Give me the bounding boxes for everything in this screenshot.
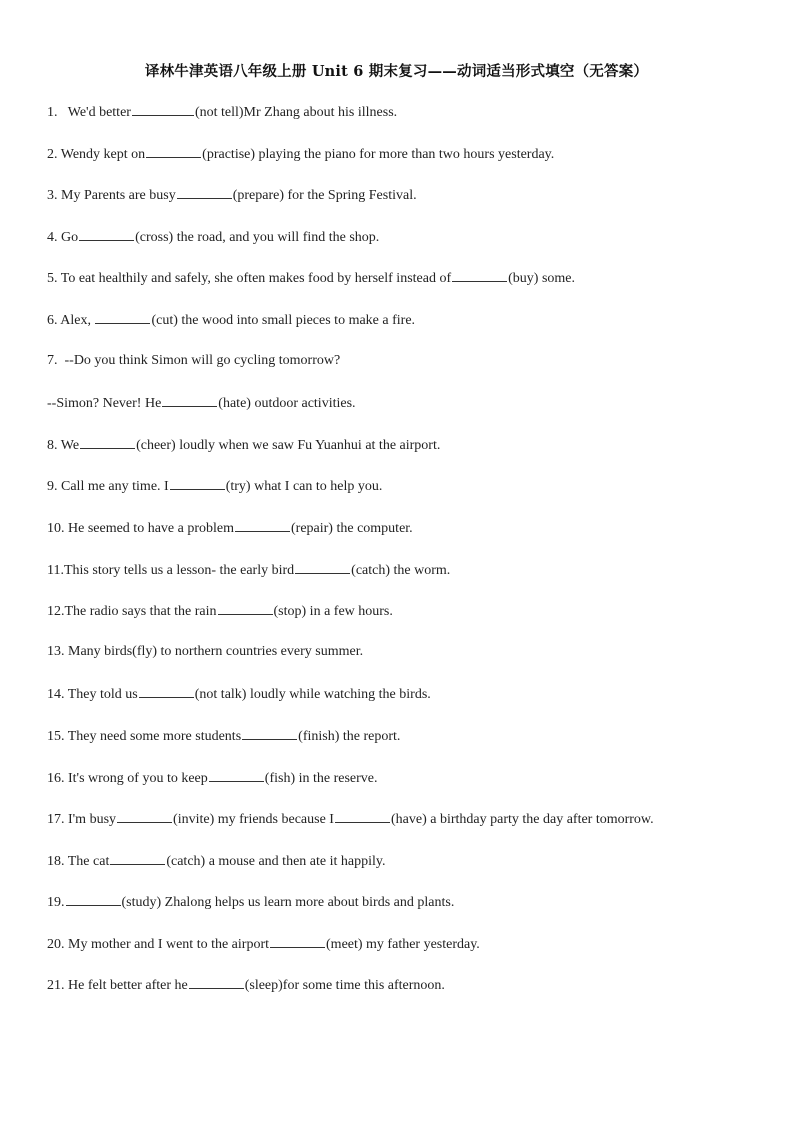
answer-blank[interactable] bbox=[95, 309, 150, 324]
question-line bbox=[47, 267, 777, 309]
question-text: (cut) the wood into small pieces to make a fire. bbox=[151, 312, 416, 328]
question-text: 20. My mother and I went to the airport bbox=[47, 936, 270, 952]
answer-blank[interactable] bbox=[110, 850, 165, 865]
question-text: 12.The radio says that the rain bbox=[47, 604, 217, 620]
question-text: (meet) my father yesterday. bbox=[326, 936, 480, 952]
question-text: 13. Many birds(fly) to northern countries every summer. bbox=[47, 643, 364, 659]
question-line bbox=[47, 434, 777, 476]
answer-blank[interactable] bbox=[117, 808, 172, 823]
question-text: (stop) in a few hours. bbox=[273, 604, 393, 620]
question-line bbox=[47, 642, 777, 684]
question-text: 18. The cat bbox=[47, 853, 110, 869]
question-line bbox=[47, 226, 777, 268]
question-text: 3. My Parents are busy bbox=[47, 188, 176, 204]
question-line bbox=[47, 184, 777, 226]
question-text: 14. They told us bbox=[47, 687, 138, 703]
question-text: (cross) the road, and you will find the shop. bbox=[135, 229, 380, 245]
question-line bbox=[47, 143, 777, 185]
question-text: (sleep)for some time this afternoon. bbox=[244, 978, 445, 994]
answer-blank[interactable] bbox=[177, 184, 232, 199]
question-text: (not talk) loudly while watching the birds. bbox=[194, 687, 431, 703]
answer-blank[interactable] bbox=[452, 267, 507, 282]
question-text: 2. Wendy kept on bbox=[47, 146, 146, 162]
question-text: (try) what I can to help you. bbox=[225, 479, 383, 495]
question-line bbox=[47, 974, 777, 1016]
answer-blank[interactable] bbox=[146, 143, 201, 158]
question-text: (fish) in the reserve. bbox=[264, 770, 378, 786]
question-line bbox=[47, 891, 777, 933]
answer-blank[interactable] bbox=[80, 434, 135, 449]
question-line bbox=[47, 559, 777, 601]
question-text: 4. Go bbox=[47, 229, 79, 245]
question-line bbox=[47, 475, 777, 517]
answer-blank[interactable] bbox=[335, 808, 390, 823]
question-text: 7. --Do you think Simon will go cycling tomorrow? bbox=[47, 352, 341, 368]
question-text: 19. bbox=[47, 895, 65, 911]
answer-blank[interactable] bbox=[79, 226, 134, 241]
question-text: (practise) playing the piano for more than two hours yesterday. bbox=[202, 146, 555, 162]
question-text: (study) Zhalong helps us learn more about birds and plants. bbox=[121, 895, 455, 911]
question-text: 16. It's wrong of you to keep bbox=[47, 770, 208, 786]
question-text: (buy) some. bbox=[508, 271, 576, 287]
question-text: 8. We bbox=[47, 437, 80, 453]
question-line bbox=[47, 850, 777, 892]
question-text: 9. Call me any time. I bbox=[47, 479, 169, 495]
question-text: 1. We'd better bbox=[47, 105, 131, 120]
question-text: --Simon? Never! He bbox=[47, 396, 162, 412]
question-line bbox=[47, 600, 777, 642]
question-text: (not tell)Mr Zhang about his illness. bbox=[194, 105, 398, 120]
answer-blank[interactable] bbox=[66, 891, 121, 906]
question-line bbox=[47, 725, 777, 767]
question-line bbox=[47, 767, 777, 809]
answer-blank[interactable] bbox=[189, 974, 244, 989]
answer-blank[interactable] bbox=[270, 933, 325, 948]
question-text: (repair) the computer. bbox=[291, 520, 413, 536]
answer-blank[interactable] bbox=[218, 600, 273, 615]
question-line bbox=[47, 309, 777, 351]
question-text: 21. He felt better after he bbox=[47, 978, 188, 994]
answer-blank[interactable] bbox=[162, 392, 217, 407]
answer-blank[interactable] bbox=[209, 767, 264, 782]
question-text: (catch) the worm. bbox=[351, 562, 451, 578]
answer-blank[interactable] bbox=[295, 559, 350, 574]
answer-blank[interactable] bbox=[139, 683, 194, 698]
question-line bbox=[47, 517, 777, 559]
question-line bbox=[47, 392, 777, 434]
question-text: 10. He seemed to have a problem bbox=[47, 520, 234, 536]
question-line bbox=[47, 101, 777, 143]
question-text: 11.This story tells us a lesson- the early bird bbox=[47, 562, 295, 578]
answer-blank[interactable] bbox=[242, 725, 297, 740]
page-title: 译林牛津英语八年级上册 Unit 6 期末复习——动词适当形式填空（无答案） bbox=[144, 63, 649, 80]
question-line bbox=[47, 808, 777, 850]
question-text: 15. They need some more students bbox=[47, 728, 242, 744]
answer-blank[interactable] bbox=[235, 517, 290, 532]
question-text: 17. I'm busy bbox=[47, 812, 117, 828]
question-text: 6. Alex, bbox=[47, 312, 95, 328]
answer-blank[interactable] bbox=[132, 101, 194, 116]
question-text: (hate) outdoor activities. bbox=[218, 396, 356, 412]
question-text: (invite) my friends because I bbox=[173, 812, 334, 828]
question-text: (catch) a mouse and then ate it happily. bbox=[166, 853, 386, 869]
question-line bbox=[47, 351, 777, 393]
question-text: (prepare) for the Spring Festival. bbox=[232, 188, 417, 204]
question-text: (finish) the report. bbox=[298, 728, 401, 744]
question-text: (cheer) loudly when we saw Fu Yuanhui at the airport. bbox=[136, 437, 441, 453]
question-line bbox=[47, 683, 777, 725]
question-list bbox=[47, 101, 777, 1016]
question-text: 5. To eat healthily and safely, she often makes food by herself instead of bbox=[47, 271, 452, 287]
question-text: (have) a birthday party the day after tomorrow. bbox=[390, 812, 654, 828]
answer-blank[interactable] bbox=[170, 475, 225, 490]
question-line bbox=[47, 933, 777, 975]
